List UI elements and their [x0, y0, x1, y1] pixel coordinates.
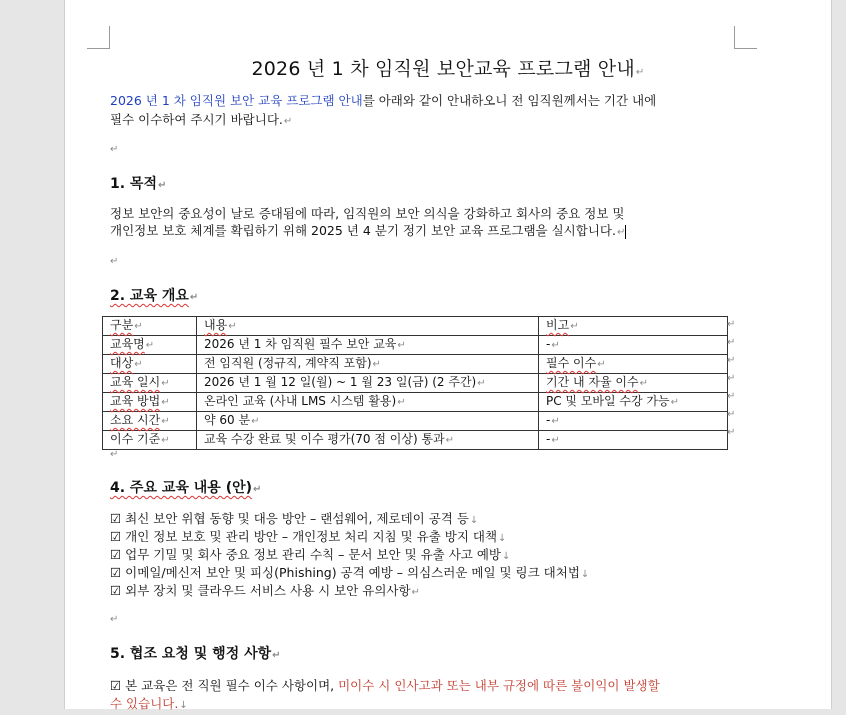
table-cell[interactable]: 교육 일시↵: [103, 374, 197, 393]
table-cell[interactable]: 기간 내 자율 이수↵: [539, 374, 728, 393]
row-end-mark: ↵: [727, 427, 736, 438]
table-row: [103, 374, 728, 393]
purpose-line-2[interactable]: 개인정보 보호 체계를 확립하기 위해 2025 년 4 분기 정기 보안 교육 프로그램을 실시합니다.↵: [110, 223, 626, 238]
overview-table: [102, 316, 728, 450]
row-end-mark: ↵: [727, 391, 736, 402]
row-end-mark: ↵: [727, 355, 736, 366]
row-end-mark: ↵: [727, 337, 736, 348]
list-item[interactable]: ☑ 최신 보안 위협 동향 및 대응 방안 – 랜섬웨어, 제로데이 공격 등↓: [110, 511, 479, 526]
intro-highlight: 2026 년 1 차 임직원 보안 교육 프로그램 안내: [110, 93, 363, 108]
list-item[interactable]: ☑ 업무 기밀 및 회사 중요 정보 관리 수칙 – 문서 보안 및 유출 사고 예방↓: [110, 547, 511, 562]
table-row: [103, 431, 728, 450]
section-overview-heading[interactable]: 2. 교육 개요↵: [110, 288, 199, 304]
text-cursor: [625, 225, 626, 239]
row-end-mark: ↵: [727, 373, 736, 384]
warning-text: 수 있습니다.: [110, 696, 179, 711]
document-page[interactable]: [64, 0, 832, 709]
table-cell[interactable]: 2026 년 1 월 12 일(월) ~ 1 월 23 일(금) (2 주간)↵: [197, 374, 539, 393]
table-cell[interactable]: 교육 수강 완료 및 이수 평가(70 점 이상) 통과↵: [197, 431, 539, 450]
list-item[interactable]: ☑ 이메일/메신저 보안 및 피싱(Phishing) 공격 예방 – 의심스러운 메일 및 링크 대처법↓: [110, 565, 590, 580]
margin-corner-top-right: [734, 26, 757, 49]
empty-paragraph-mark: ↵: [110, 449, 119, 460]
purpose-line-1[interactable]: 정보 보안의 중요성이 날로 증대됨에 따라, 임직원의 보안 의식을 강화하고 회사의 중요 정보 및: [110, 206, 625, 221]
table-cell[interactable]: 온라인 교육 (사내 LMS 시스템 활용)↵: [197, 393, 539, 412]
table-cell[interactable]: 소요 시간↵: [103, 412, 197, 431]
table-row: [103, 336, 728, 355]
table-cell[interactable]: -↵: [539, 336, 728, 355]
table-cell[interactable]: 교육명↵: [103, 336, 197, 355]
table-cell[interactable]: 교육 방법↵: [103, 393, 197, 412]
table-cell[interactable]: -↵: [539, 431, 728, 450]
table-row: [103, 355, 728, 374]
warning-text: 미이수 시 인사고과 또는 내부 규정에 따른 불이익이 발생할: [338, 678, 660, 693]
table-cell[interactable]: 내용↵: [197, 317, 539, 336]
table-cell[interactable]: 이수 기준↵: [103, 431, 197, 450]
table-header-row: [103, 317, 728, 336]
empty-paragraph-mark: ↵: [110, 144, 119, 155]
table-row: [103, 412, 728, 431]
table-cell[interactable]: 전 임직원 (정규직, 계약직 포함)↵: [197, 355, 539, 374]
table-cell[interactable]: 2026 년 1 차 임직원 필수 보안 교육↵: [197, 336, 539, 355]
table-row: [103, 393, 728, 412]
section-cooperation-heading[interactable]: 5. 협조 요청 및 행정 사항↵: [110, 646, 281, 662]
empty-paragraph-mark: ↵: [110, 256, 119, 267]
list-item[interactable]: ☑ 개인 정보 보호 및 관리 방안 – 개인정보 처리 지침 및 유출 방지 대책↓: [110, 529, 507, 544]
table-cell[interactable]: 비고↵: [539, 317, 728, 336]
table-cell[interactable]: -↵: [539, 412, 728, 431]
section-contents-heading[interactable]: 4. 주요 교육 내용 (안)↵: [110, 480, 262, 496]
cooperation-item-line-1[interactable]: ☑ 본 교육은 전 직원 필수 이수 사항이며, 미이수 시 인사고과 또는 내부 규정에 따른 불이익이 발생할: [110, 678, 660, 693]
row-end-mark: ↵: [727, 409, 736, 420]
table-cell[interactable]: PC 및 모바일 수강 가능↵: [539, 393, 728, 412]
intro-line-2[interactable]: 필수 이수하여 주시기 바랍니다.↵: [110, 112, 293, 127]
document-title[interactable]: 2026 년 1 차 임직원 보안교육 프로그램 안내↵: [251, 58, 645, 80]
table-cell[interactable]: 구분↵: [103, 317, 197, 336]
section-purpose-heading[interactable]: 1. 목적↵: [110, 176, 167, 192]
cooperation-item-line-2[interactable]: 수 있습니다.↓: [110, 696, 188, 711]
list-item[interactable]: ☑ 외부 장치 및 클라우드 서비스 사용 시 보안 유의사항↵: [110, 583, 420, 598]
intro-line-1[interactable]: 2026 년 1 차 임직원 보안 교육 프로그램 안내를 아래와 같이 안내하오니 전 임직원께서는 기간 내에: [110, 93, 657, 108]
margin-corner-top-left: [87, 26, 110, 49]
table-cell[interactable]: 대상↵: [103, 355, 197, 374]
row-end-mark: ↵: [727, 319, 736, 330]
empty-paragraph-mark: ↵: [110, 614, 119, 625]
table-cell[interactable]: 약 60 분↵: [197, 412, 539, 431]
table-cell[interactable]: 필수 이수↵: [539, 355, 728, 374]
